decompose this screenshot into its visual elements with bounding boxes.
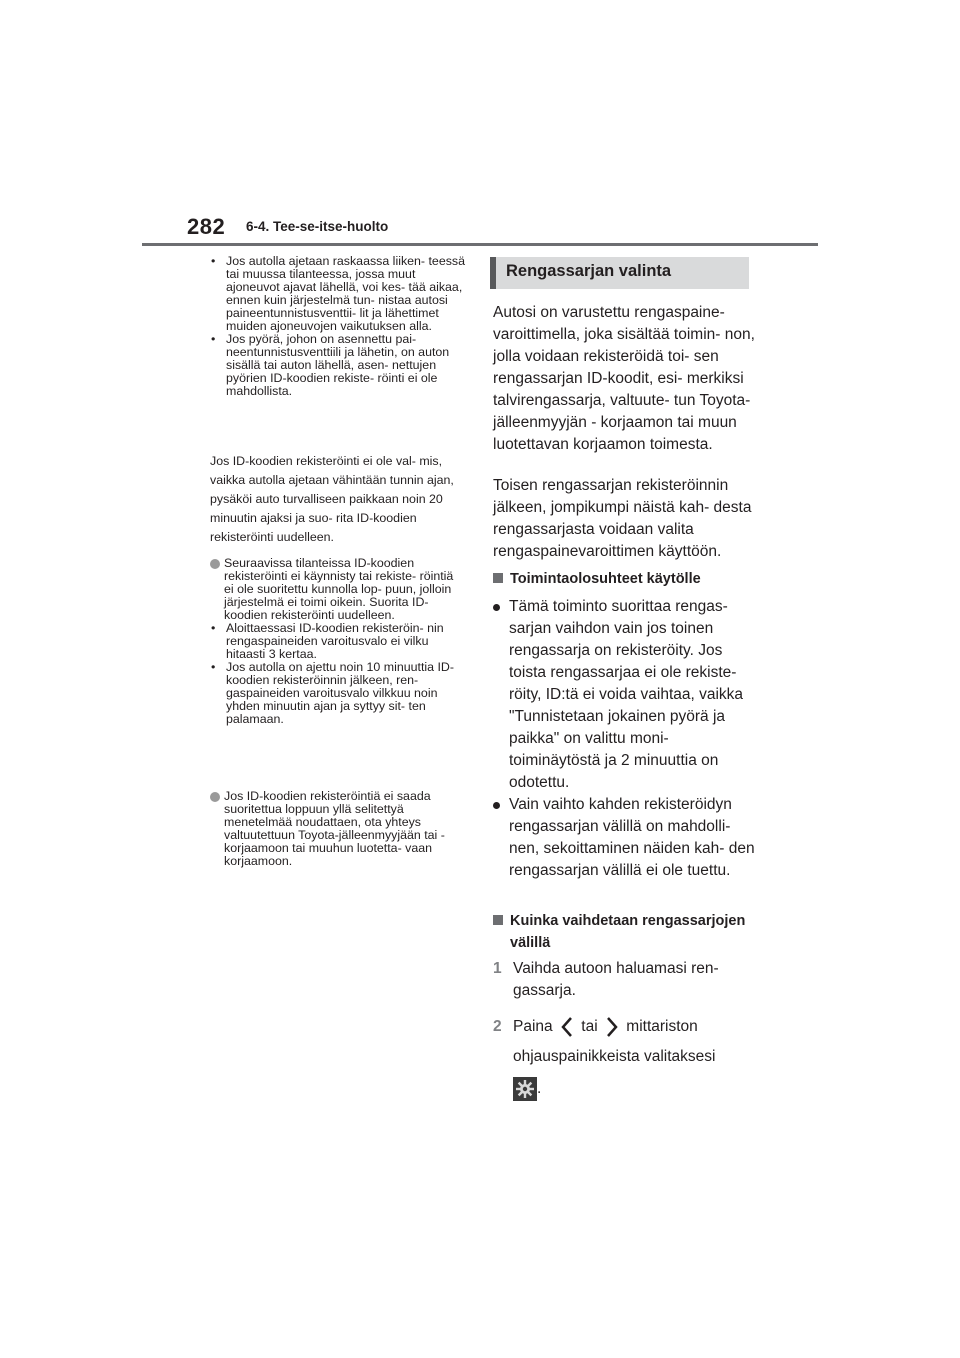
left-bullet-list xyxy=(210,255,465,398)
chevron-right-icon xyxy=(602,1015,622,1039)
section-title: 6-4. Tee-se-itse-huolto xyxy=(246,219,389,234)
subheading-conditions: Toimintaolosuhteet käytölle xyxy=(493,568,755,590)
circle-note-2: Jos ID-koodien rekisteröintiä ei saada suoritettua loppuun yllä selitettyä menetelmää noudattaen, ota yhteys valtuutettuun Toyota-jälleenmyyjään tai -korjaamoon tai muuhun luotetta- vaan korjaamoon. xyxy=(210,790,465,868)
circle-note-1: Seuraavissa tilanteissa ID-koodien rekisteröinti ei käynnisty tai rekiste- röintiä ei ole suoritettu kunnolla lop- puun, jolloin järjestelmä ei toimi oikein. Suorita ID-koodien rekisteröinti uudelleen. • Aloittaessasi ID-koodien rekisteröin- nin rengaspaineiden varoitusvalo ei vilku hitaasti 3 kertaa. • Jos autolla on ajettu noin 10 minuuttia ID-koodien rekisteröinnin jälkeen, ren- gaspaineiden varoitusvalo vilkkuu noin yhden minuutin ajan ja syttyy sit- ten palamaan. xyxy=(210,557,465,726)
list-item: Tämä toiminto suorittaa rengas- sarjan vaihdon vain jos toinen rengassarja on rekisteröity. Jos toista rengassarjaa ei ole rekiste- röity, ID:tä ei voida vaihtaa, vaikka "Tunnistetaan jokainen pyörä ja paikka" on valittu moni- toiminäytöstä ja 2 minuuttia on odotettu. xyxy=(493,596,755,794)
conditions-list-2 xyxy=(493,794,755,882)
bullet-dot-icon xyxy=(493,604,500,611)
intro-paragraph-1: Autosi on varustettu rengaspaine- varoittimella, joka sisältää toimin- non, jolla voidaan rekisteröidä toi- sen rengassarjan ID-koodit, esi- merkiksi talvirengassarja, valtuute- tun Toyota-jälleenmyyjän - korjaamon tai muun luotettavan korjaamon toimesta. xyxy=(493,304,755,453)
conditions-list xyxy=(493,596,755,794)
step-2: 2 Paina tai mittariston ohjauspainikkeista valitaksesi . xyxy=(493,1014,755,1102)
square-bullet-icon xyxy=(493,915,503,925)
subheading-switching: Kuinka vaihdetaan rengassarjojen välillä xyxy=(493,910,755,954)
chevron-left-icon xyxy=(557,1015,577,1039)
list-item: • Jos autolla on ajettu noin 10 minuuttia ID-koodien rekisteröinnin jälkeen, ren- gaspaineiden varoitusvalo vilkkuu noin yhden minuutin ajan ja syttyy sit- ten palamaan. xyxy=(211,660,454,726)
page-number: 282 xyxy=(187,214,226,239)
circle-bullet-icon xyxy=(210,792,220,802)
circle-bullet-icon xyxy=(210,559,220,569)
header-divider xyxy=(142,243,818,246)
list-item: • Jos pyörä, johon on asennettu pai- neentunnistusventtiili ja lähetin, on auton sisällä tai auton lähellä, asen- nettujen pyörien ID-koodien rekiste- röinti ei ole mahdollista. xyxy=(211,332,450,398)
list-item: • Jos autolla ajetaan raskaassa liiken- teessä tai muussa tilanteessa, jossa muut ajoneuvot ajavat lähellä, voi kes- tää aikaa, ennen kuin järjestelmä tun- nistaa autosi paineentunnistusventtii- lit ja lähettimet muiden ajoneuvojen vaikutuksen alla. xyxy=(211,254,465,333)
list-item: • Aloittaessasi ID-koodien rekisteröin- nin rengaspaineiden varoitusvalo ei vilku hitaasti 3 kertaa. xyxy=(211,621,444,661)
bullet-dot-icon xyxy=(493,802,500,809)
intro-paragraph-2: Toisen rengassarjan rekisteröinnin jälkeen, jompikumpi näistä kah- desta rengassarjasta voidaan valita rengaspainevaroittimen käyttöön. xyxy=(493,477,752,560)
square-bullet-icon xyxy=(493,573,503,583)
left-paragraph: Jos ID-koodien rekisteröinti ei ole val- mis, vaikka autolla ajetaan vähintään tunnin ajan, pysäköi auto turvalliseen paikkaan noin 20 minuutin ajaksi ja suo- rita ID-koodien rekisteröinti uudelleen. xyxy=(210,454,454,544)
section-heading: Rengassarjan valinta xyxy=(490,257,749,289)
list-item: Vain vaihto kahden rekisteröidyn rengassarjan välillä on mahdolli- nen, sekoittaminen näiden kah- den rengassarjan välillä ei ole tuettu. xyxy=(493,794,755,882)
step-1: 1 Vaihda autoon haluamasi ren- gassarja. xyxy=(493,960,719,999)
settings-gear-icon xyxy=(513,1077,537,1101)
